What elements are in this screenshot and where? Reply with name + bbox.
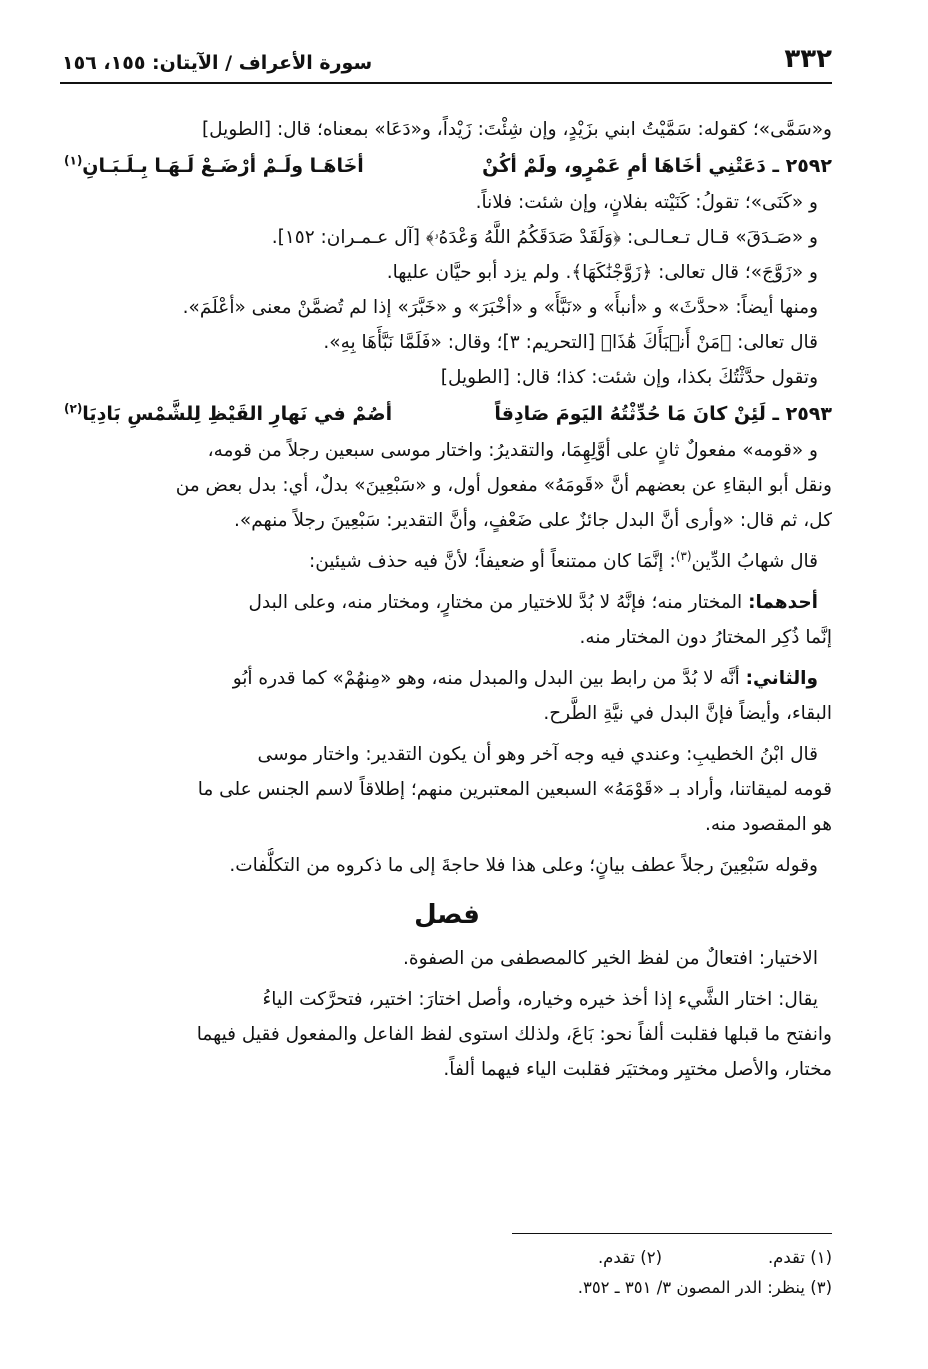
verse-first-hemistich (482, 147, 832, 185)
text-line (62, 661, 832, 696)
text-line: و «كَنَى»؛ تقولُ: كَنَيْته بفلانٍ، وإن شئت: فلاناً. (475, 192, 818, 213)
verse-number: ٢٥٩٣ ـ (772, 403, 832, 425)
paragraph (62, 433, 832, 538)
text-line: وقوله سَبْعِينَ رجلاً عطف بيانٍ؛ وعلى هذا فلا حاجةَ إلى ما ذكروه من التكلُّفات. (229, 855, 818, 876)
paragraph (62, 848, 832, 883)
verse-second-hemistich (64, 147, 364, 185)
text-line: مختار، والأصل مختيِر ومختيَر فقلبت الياء فيهما ألفاً. (443, 1059, 832, 1080)
footnote-row (62, 1243, 832, 1273)
bold-lead: والثاني: (745, 668, 818, 689)
text-line: و «زَوَّجَ»؛ قال تعالى: ﴿زَوَّجْنَٰكَهَا﴾. ولم يزد أبو حيَّان عليها. (386, 262, 818, 283)
paragraph (62, 661, 832, 731)
footnote-marker: (١) (64, 153, 83, 168)
text-line: إنَّما ذُكِر المختارُ دون المختار منه. (579, 627, 832, 648)
header-rule (60, 82, 832, 84)
paragraph (62, 585, 832, 655)
text-line: قومه لميقاتنا، وأراد بـ «قَوْمَهُ» السبعين المعتبرين منهم؛ إطلاقاً لاسم الجنس على ما (197, 779, 832, 800)
verse-number: ٢٥٩٢ ـ (772, 155, 832, 177)
text-line (62, 544, 832, 579)
footnote-rule (512, 1233, 832, 1234)
footnote-3: (٣) ينظر: الدر المصون ٣/ ٣٥١ ـ ٣٥٢. (577, 1278, 832, 1297)
footnotes (62, 1243, 832, 1303)
page-number: ٣٣٢ (784, 44, 832, 74)
footnote-row (62, 1273, 832, 1303)
poetry-verse (62, 395, 832, 433)
footnote-marker: (٣) (675, 548, 692, 563)
footnote-2: (٢) تقدم. (597, 1248, 662, 1267)
text-line (62, 585, 832, 620)
verse-second-hemistich (64, 395, 392, 433)
text-line: و «قومه» مفعولٌ ثانٍ على أوَّلِهِمَا، والتقديرُ: واختار موسى سبعين رجلاً من قومه، (207, 440, 818, 461)
text-span: : إنَّمَا كان ممتنعاً أو ضعيفاً؛ لأنَّ فيه حذف شيئين: (309, 551, 676, 572)
text-line: هو المقصود منه. (704, 814, 832, 835)
text-line: الاختيار: افتعالٌ من لفظ الخير كالمصطفى من الصفوة. (403, 948, 818, 969)
verse-text: أخَاهَـا ولَـمْ أرْضَـعْ لَـهَـا بِـلَـبَـانِ (82, 155, 364, 177)
footnote-1: (١) تقدم. (767, 1248, 832, 1267)
paragraph (62, 941, 832, 976)
text-span: أنَّه لا بُدَّ من رابط بين البدل والمبدل منه، وهو «مِنهُمْ» كما قدره أبُو (232, 668, 746, 689)
verse-first-hemistich (494, 395, 832, 433)
text-line: كل، ثم قال: «وأرى أنَّ البدل جائزٌ على ضَعْفٍ، وأنَّ التقدير: سَبْعِينَ رجلاً منهم». (234, 510, 832, 531)
text-line: وتقول حدَّثْتُكَ بكذا، وإن شئت: كذا؛ قال: [الطويل] (440, 367, 818, 388)
text-line: ومنها أيضاً: «حدَّثَ» و «أنبأَ» و «نَبَّأَ» و «أخْبَرَ» و «خَبَّرَ» إذا لم تُضمَّنْ معنى «أعْلَمَ». (182, 297, 818, 318)
paragraph (62, 982, 832, 1087)
text-line: البقاء، وأيضاً فإنَّ البدل في نيَّةِ الطَّرح. (543, 703, 832, 724)
text-line: يقال: اختار الشَّيء إذا أخذ خيره وخياره، وأصل اختارَ: اختير، فتحرَّكت الياءُ (262, 989, 818, 1010)
verse-text: دَعَتْنِي أخَاهَا أمِ عَمْرٍو، ولَمْ أكُنْ (482, 155, 766, 177)
verse-text: لَئِنْ كانَ مَا حُدِّثْتُهُ اليَومَ صَادِقاً (494, 403, 766, 425)
text-span: قال شهابُ الدِّين (691, 551, 818, 572)
text-span: المختار منه؛ فإنَّهُ لا بُدَّ للاختيار من مختارٍ، ومختار منه، وعلى البدل (248, 592, 749, 613)
paragraph (62, 737, 832, 842)
verse-text: أصُمْ في نَهارِ القَيْظِ لِلشَّمْسِ بَادِيَا (82, 403, 393, 425)
text-line: ونقل أبو البقاءِ عن بعضهم أنَّ «قَومَهُ» مفعول أول، و «سَبْعِينَ» بدلٌ، أي: بدل بعض من (175, 475, 832, 496)
paragraph (62, 544, 832, 579)
poetry-verse (62, 147, 832, 185)
bold-lead: أحدهما: (748, 592, 818, 613)
footnote-marker: (٢) (64, 401, 83, 416)
text-line: قال ابْنُ الخطيبِ: وعندي فيه وجه آخر وهو أن يكون التقدير: واختار موسى (257, 744, 818, 765)
text-line: وانفتح ما قبلها فقلبت ألفاً نحو: بَاعَ، ولذلك استوى لفظ الفاعل والمفعول فقيل فيهما (196, 1024, 832, 1045)
section-title: فصل (414, 900, 480, 930)
text-line: و «صَـدَقَ» قـال تـعـالـى: ﴿وَلَقَدْ صَدَقَكُمُ اللَّهُ وَعْدَهُۥ﴾ [آل عـمـران: ١٥٢]. (271, 227, 818, 248)
text-line: قال تعالى: ﴿مَنْ أَنۢبَأَكَ هَٰذَا﴾ [التحريم: ٣]؛ وقال: «فَلَمَّا نَبَّأَهَا بِهِ». (323, 332, 818, 353)
main-text (62, 112, 832, 1093)
page-header (62, 38, 832, 74)
surah-title: سورة الأعراف / الآيتان: ١٥٥، ١٥٦ (62, 52, 373, 74)
text-line: و«سَمَّى»؛ كقوله: سَمَّيْتُ ابني بزَيْدٍ، وإن شِئْتَ: زَيْداً، و«دَعَا» بمعناه؛ قال: [الطويل] (201, 119, 832, 140)
